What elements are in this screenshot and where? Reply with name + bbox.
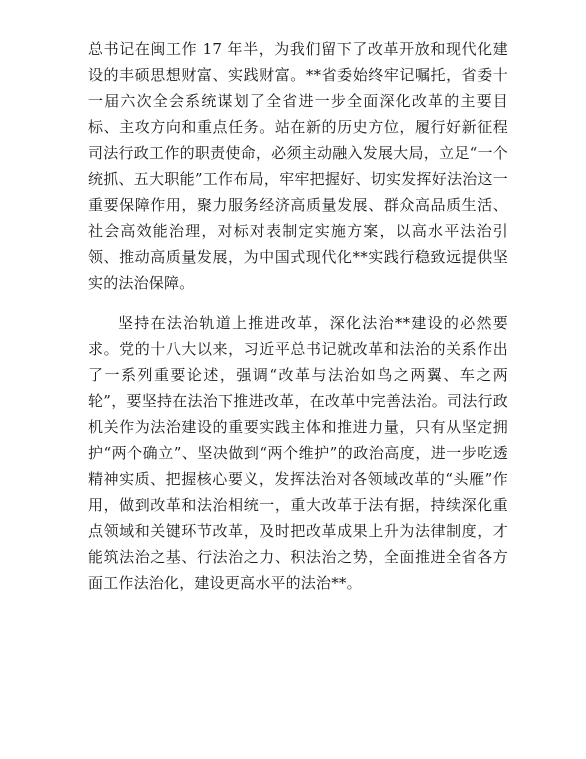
paragraph-2: 坚持在法治轨道上推进改革，深化法治**建设的必然要求。党的十八大以来，习近平总书记就改革和法治的关系作出了一系列重要论述，强调“改革与法治如鸟之两翼、车之两轮”，要坚持在法治下推进改革，在改革中完善法治。司法行政机关作为法治建设的重要实践主体和推进力量，只有从坚定拥护“两个确立”、坚决做到“两个维护”的政治高度，进一步吃透精神实质、把握核心要义，发挥法治对各领域改革的“头雁”作用，做到改革和法治相统一，重大改革于法有据，持续深化重点领域和关键环节改革，及时把改革成果上升为法律制度，才能筑法治之基、行法治之力、积法治之势，全面推进全省各方面工作法治化，建设更高水平的法治**。: [88, 314, 508, 592]
document-body: [88, 36, 508, 596]
paragraph-1: 总书记在闽工作 17 年半，为我们留下了改革开放和现代化建设的丰硕思想财富、实践财富。**省委始终牢记嘱托，省委十一届六次全会系统谋划了全省进一步全面深化改革的主要目标、主攻方向和重点任务。站在新的历史方位，履行好新征程司法行政工作的职责使命，必须主动融入发展大局，立足“一个统抓、五大职能”工作布局，牢牢把握好、切实发挥好法治这一重要保障作用，聚力服务经济高质量发展、群众高品质生活、社会高效能治理，对标对表制定实施方案，以高水平法治引领、推动高质量发展，为中国式现代化**实践行稳致远提供坚实的法治保障。: [88, 40, 508, 292]
